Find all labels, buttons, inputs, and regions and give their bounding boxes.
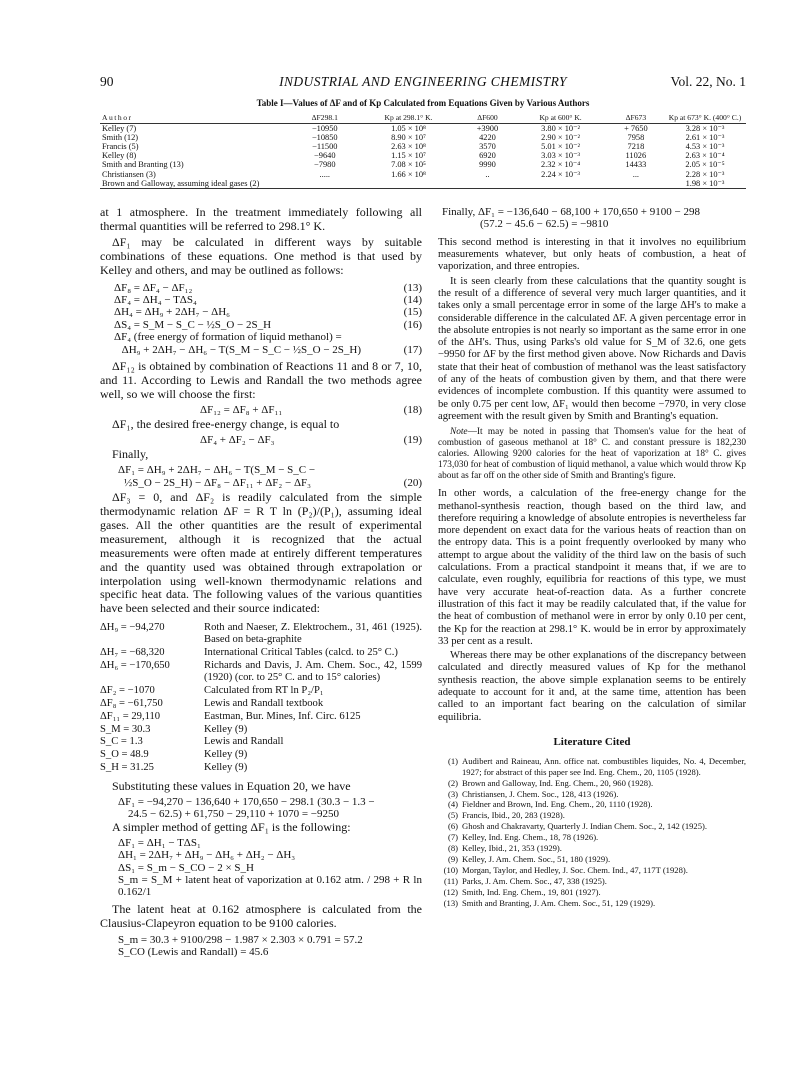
column-header: Kp at 298.1° K. (356, 112, 462, 124)
table-caption: Table I—Values of ΔF and of Kp Calculated from Equations Given by Various Authors (256, 98, 590, 108)
table-header-row (100, 112, 746, 124)
value-source: Roth and Naeser, Z. Elektrochem., 31, 461 (1925). Based on beta-graphite (204, 622, 422, 646)
table-row (100, 170, 746, 179)
table-row (100, 151, 746, 160)
page-number: 90 (100, 74, 114, 89)
reference-item (438, 865, 746, 876)
reference-number: (2) (447, 777, 458, 788)
equation-number: (17) (403, 343, 422, 356)
paragraph: Substituting these values in Equation 20, we have (112, 779, 351, 794)
table-cell (294, 179, 356, 189)
table-cell: .. (485, 169, 490, 179)
reference-item (438, 832, 746, 843)
table-cell: 3.03 × 10⁻³ (541, 151, 581, 161)
reference-text: Kelley, Ibid., 21, 353 (1929). (462, 843, 562, 854)
reference-number: (10) (443, 864, 458, 875)
table-cell: −10850 (311, 133, 338, 143)
reference-text: Smith and Branting, J. Am. Chem. Soc., 51, 129 (1929). (462, 897, 656, 908)
table-cell: 3.80 × 10⁻² (541, 124, 581, 134)
value-source: Kelley (9) (204, 762, 248, 774)
equation-text: ΔF₄ + ΔF₂ − ΔF₃ (200, 434, 275, 446)
equation-text: Finally, ΔF₁ = −136,640 − 68,100 + 170,650 + 9100 − 298 (442, 206, 700, 218)
reference-item (438, 876, 746, 887)
equation-text: ΔF₁ = −94,270 − 136,640 + 170,650 − 298.1 (30.3 − 1.3 − (118, 796, 375, 809)
data-table (100, 112, 746, 189)
reference-item (438, 843, 746, 854)
value-entry (100, 724, 422, 736)
value-entry (100, 698, 422, 710)
note (438, 427, 746, 482)
table-cell: 2.32 × 10⁻⁴ (540, 160, 581, 170)
value-entry (100, 685, 422, 697)
equation-number: (18) (403, 403, 422, 416)
value-source: Kelley (9) (204, 723, 248, 735)
table-cell: Francis (5) (102, 142, 139, 152)
equation (100, 404, 422, 416)
table-cell: 1.98 × 10⁻³ (664, 179, 746, 189)
table-cell: 7958 (627, 133, 645, 143)
equation-number: (13) (403, 281, 422, 294)
equation (114, 934, 422, 946)
value-symbol: ΔH₇ = −68,320 (100, 647, 165, 659)
paragraph: Finally, (112, 447, 149, 462)
table-cell: −10950 (311, 124, 338, 134)
table-cell: 3570 (479, 142, 496, 152)
equation-block (100, 282, 422, 356)
table-cell: 5.01 × 10⁻² (541, 142, 581, 152)
value-source: Calculated from RT ln P₂/P₁ (204, 684, 324, 696)
reference-item (438, 778, 746, 789)
table-cell: 3.28 × 10⁻³ (685, 124, 725, 134)
table-cell: 2.90 × 10⁻² (541, 133, 581, 143)
table-cell: Kelley (8) (102, 151, 137, 161)
equation (114, 306, 422, 318)
reference-number: (13) (443, 897, 458, 908)
equation (476, 218, 746, 230)
value-entry (100, 736, 422, 748)
equation-number: (19) (403, 434, 422, 446)
table-cell: 2.61 × 10⁻³ (685, 133, 725, 143)
value-source: Eastman, Bur. Mines, Inf. Circ. 6125 (204, 710, 361, 722)
value-entry (100, 711, 422, 723)
table-cell: −7980 (314, 160, 336, 170)
value-symbol: ΔF₈ = −61,750 (100, 697, 163, 709)
table-row (100, 124, 746, 134)
equation (114, 837, 422, 849)
table-cell: Kelley (7) (102, 124, 137, 134)
paragraph: ΔF₁ may be calculated in different ways by suitable combinations of these equations. One method is that used by Kelley and others, and may be outlined as follows: (100, 234, 422, 277)
value-symbol: S_M = 30.3 (100, 723, 151, 735)
reference-number: (1) (447, 755, 458, 766)
value-source: Richards and Davis, J. Am. Chem. Soc., 42, 1599 (1920) (cor. to 25° C. and to 15° calories) (204, 660, 422, 683)
volume-label: Vol. 22, No. 1 (670, 74, 746, 89)
equation (114, 344, 422, 356)
reference-text: Ghosh and Chakravarty, Quarterly J. Indian Chem. Soc., 2, 142 (1925). (462, 821, 708, 832)
reference-item (438, 898, 746, 909)
value-source: Lewis and Randall textbook (204, 697, 324, 709)
value-source: Lewis and Randall (204, 736, 284, 748)
value-symbol: S_C = 1.3 (100, 736, 143, 748)
left-column (100, 206, 422, 958)
equation-text: ΔF₈ = ΔF₄ − ΔF₁₂ (114, 281, 193, 294)
reference-item (438, 799, 746, 810)
equation-number: (14) (403, 293, 422, 306)
value-entry (100, 762, 422, 774)
table-cell: 14433 (625, 160, 647, 170)
value-symbol: ΔF₁₁ = 29,110 (100, 710, 161, 722)
equation-text: S_CO (Lewis and Randall) = 45.6 (118, 946, 269, 959)
reference-text: Christiansen, J. Chem. Soc., 128, 413 (1926). (462, 788, 619, 799)
table-cell: Smith (12) (102, 133, 139, 143)
running-header (100, 74, 746, 94)
equation-number: (20) (403, 476, 422, 489)
table-cell: 1.15 × 10⁷ (391, 151, 426, 161)
table-cell: 4220 (479, 133, 496, 143)
paragraph: This second method is interesting in that it involves no equilibrium measurements whatever, but only heats of combustion, a heat of vaporization, and three entropies. (438, 236, 746, 273)
reference-text: Francis, Ibid., 20, 283 (1928). (462, 810, 565, 821)
section-heading: Literature Cited (553, 735, 631, 748)
equation-number (418, 331, 422, 343)
equation-text: 24.5 − 62.5) + 61,750 − 29,110 + 1070 = −9250 (128, 808, 339, 821)
table-row (100, 142, 746, 151)
table-row (100, 160, 746, 169)
equation (114, 849, 422, 861)
table-cell: 1.66 × 10⁸ (391, 169, 426, 179)
reference-item (438, 887, 746, 898)
equation-text: ΔF₄ = ΔH₄ − TΔS₄ (114, 293, 197, 306)
value-entry (100, 622, 422, 646)
reference-number: (12) (443, 886, 458, 897)
table-body (100, 124, 746, 189)
table-cell: 7218 (627, 142, 645, 152)
equation-text: (57.2 − 45.6 − 62.5) = −9810 (480, 218, 609, 231)
reference-item (438, 810, 746, 821)
paragraph: A simpler method of getting ΔF₁ is the following: (112, 819, 351, 834)
note-text: —It may be noted in passing that Thomsen's value for the heat of combustion of gaseous methanol at 18° C. and constant pressure is 182,230 calories. Allowing 9200 calories for the heat of vaporization at 18° C. gives 173,030 for heat of combustion of liquid methanol, a value which would throw Kp about as far off on the other side of Smith and Branting's figure. (438, 427, 746, 482)
equation (114, 874, 422, 899)
reference-list (438, 756, 746, 909)
equation-text: ΔF₄ (free energy of formation of liquid methanol) = (114, 331, 342, 344)
table-cell (461, 179, 513, 189)
paragraph: at 1 atmosphere. In the treatment immediately following all thermal quantities will be referred to 298.1° K. (100, 205, 422, 233)
reference-text: Parks, J. Am. Chem. Soc., 47, 338 (1925). (462, 875, 607, 886)
table-cell: + 7650 (624, 124, 648, 134)
table-cell: 11026 (625, 151, 647, 161)
paragraph: In other words, a calculation of the free-energy change for the methanol-synthesis reaction, though based on the third law, and therefore requiring a knowledge of absolute entropies is nevertheless far more dependent on exact data for the various heats of reaction than on the entropy data. This is a point frequently overlooked by many who attempt to argue about the validity of the third law on the basis of such calculations. From a practical standpoint it means that, if we are to calculate, even roughly, equilibria for reactions of this type, we must have very accurate heat-of-reaction data. As a further concrete illustration of this fact it may be readily calculated that, if the value for the heat of combustion of methanol were in error by only 0.10 per cent, the Kp for the reaction at 298.1° K. would be in error by approximately 33 per cent as a result. (438, 488, 746, 647)
column-header: ΔF600 (461, 112, 513, 124)
value-source: International Critical Tables (calcd. to 25° C.) (204, 647, 398, 659)
reference-text: Kelley, J. Am. Chem. Soc., 51, 180 (1929). (462, 853, 611, 864)
table-cell: 6920 (479, 151, 496, 161)
value-entry (100, 647, 422, 659)
table-cell (356, 179, 462, 189)
equation-text: ΔF₁₂ = ΔF₈ + ΔF₁₁ (200, 403, 283, 416)
equation-text: ΔF₁ = ΔH₉ + 2ΔH₇ − ΔH₆ − T(S_M − S_C − (118, 464, 316, 477)
value-entry (100, 660, 422, 684)
reference-number: (3) (447, 788, 458, 799)
equation-text: ΔH₄ = ΔH₉ + 2ΔH₇ − ΔH₆ (114, 306, 231, 319)
table-cell (608, 179, 664, 189)
equation (124, 808, 422, 820)
paragraph: Whereas there may be other explanations of the discrepancy between calculated and directly measured values of Kp for the methanol synthesis reaction, the above simple explanation seems to be entirely adequate to account for it and, at the same time, attention has been called to an important fact bearing on the calculation of similar equilibria. (438, 650, 746, 723)
reference-text: Smith, Ind. Eng. Chem., 19, 801 (1927). (462, 886, 601, 897)
equation-text: ΔF₁ = ΔH₁ − TΔS₁ (118, 836, 201, 849)
paragraph: It is seen clearly from these calculations that the quantity sought is the result of a difference of several very much larger quantities, and it takes only a small percentage error in some of the large ΔH's to make a considerable difference in the calculated ΔF. A given percentage error in the absolute entropies is not nearly so important as the same error in one of the ΔH's. Thus, using Parks's old value for S_M of 32.6, one gets −9950 for ΔF by the first method given above. Now Richards and Davis state that their heat of combustion of methanol was the least satisfactory of any of the heats of combustion given by them, and that there were evidences of incomplete combustion. If this quantity were assumed to be only 0.75 per cent low, ΔF₁ would then become −7970, in very close agreement with the result given by Smith and Branting's equation. (438, 275, 746, 422)
table-cell: 4.53 × 10⁻³ (685, 142, 725, 152)
reference-item (438, 821, 746, 832)
table-cell: 2.63 × 10⁻⁴ (685, 151, 725, 161)
reference-text: Kelley, Ind. Eng. Chem., 18, 78 (1926). (462, 832, 599, 843)
equation-text: ½S_O − 2S_H) − ΔF₈ − ΔF₁₁ + ΔF₂ − ΔF₃ (124, 476, 311, 489)
equation (100, 434, 422, 446)
table-cell: Christiansen (3) (102, 169, 156, 179)
equation (114, 796, 422, 808)
equation (114, 464, 422, 476)
table-cell: 2.05 × 10⁻⁵ (685, 160, 725, 170)
reference-number: (7) (447, 832, 458, 843)
equation-number: (16) (403, 318, 422, 331)
reference-text: Audibert and Raineau, Ann. office nat. combustibles liquides, No. 4, December, 1927; for abstract of this paper see Ind. Eng. Chem., 20, 1105 (1928). (462, 755, 746, 777)
reference-text: Morgan, Taylor, and Hedley, J. Soc. Chem. Ind., 47, 117T (1928). (462, 864, 688, 875)
table-cell: +3900 (476, 124, 499, 134)
equation (114, 294, 422, 306)
equation (114, 946, 422, 958)
equation (124, 477, 422, 489)
value-symbol: S_H = 31.25 (100, 762, 154, 774)
table-cell: 8.90 × 10⁷ (391, 133, 426, 143)
journal-title: INDUSTRIAL AND ENGINEERING CHEMISTRY (279, 74, 567, 89)
table-cell: −11500 (312, 142, 338, 152)
equation (438, 206, 746, 218)
column-header: Kp at 673° K. (400° C.) (664, 112, 746, 124)
reference-number: (9) (447, 853, 458, 864)
reference-number: (4) (447, 799, 458, 810)
table-cell: 1.05 × 10⁸ (391, 124, 426, 134)
reference-number: (11) (444, 875, 458, 886)
table-cell: −9640 (314, 151, 336, 161)
reference-item (438, 854, 746, 865)
table-cell: 2.63 × 10⁸ (391, 142, 426, 152)
equation (114, 331, 422, 343)
table-cell: Smith and Branting (13) (102, 160, 184, 170)
right-column (438, 206, 746, 909)
equation-text: ΔS₁ = S_m − S_CO − 2 × S_H (118, 861, 254, 874)
value-symbol: S_O = 48.9 (100, 749, 149, 761)
table-cell: ..... (319, 169, 331, 179)
equation-text: S_m = S_M + latent heat of vaporization at 0.162 atm. / 298 + R ln 0.162/1 (118, 874, 422, 899)
paragraph: ΔF₃ = 0, and ΔF₂ is readily calculated from the simple thermodynamic relation ΔF = R T ln (P₂)/(P₁), assuming ideal gases. All the other quantities are the result of experimental measurement, although it is recognized that the actual measurements were often made at entirely different temperatures and the quantity used was obtained through extrapolation or interpolation using well-known thermodynamic relations and specific heat data. The following values of the various quantities have been selected and their source indicated: (100, 490, 422, 616)
value-symbol: ΔF₂ = −1070 (100, 684, 155, 696)
paragraph: ΔF₁, the desired free-energy change, is equal to (112, 417, 340, 432)
reference-text: Brown and Galloway, Ind. Eng. Chem., 20, 960 (1928). (462, 777, 654, 788)
table-cell: 2.28 × 10⁻³ (685, 169, 725, 179)
reference-number: (8) (447, 843, 458, 854)
paragraph: ΔF₁₂ is obtained by combination of Reactions 11 and 8 or 7, 10, and 11. According to Lewis and Randall the two methods agree well, so we will choose the first: (100, 358, 422, 401)
note-label: Note (450, 427, 468, 438)
value-symbol: ΔH₉ = −94,270 (100, 622, 165, 634)
table-cell: Brown and Galloway, assuming ideal gases (2) (100, 179, 294, 189)
reference-text: Fieldner and Brown, Ind. Eng. Chem., 20, 1110 (1928). (462, 799, 653, 810)
equation-text: ΔH₁ = 2ΔH₇ + ΔH₉ − ΔH₆ + ΔH₂ − ΔH₃ (118, 849, 296, 862)
table-row (100, 133, 746, 142)
value-symbol: ΔH₆ = −170,650 (100, 660, 170, 671)
equation-text: ΔH₉ + 2ΔH₇ − ΔH₆ − T(S_M − S_C − ½S_O − 2S_H) (114, 343, 361, 356)
value-entry (100, 749, 422, 761)
table-cell: 9990 (479, 160, 496, 170)
values-list (100, 622, 422, 774)
table-cell: 7.08 × 10⁵ (391, 160, 426, 170)
equation-text: S_m = 30.3 + 9100/298 − 1.987 × 2.303 × 0.791 = 57.2 (118, 933, 363, 946)
column-header: ΔF298.1 (294, 112, 356, 124)
reference-item (438, 789, 746, 800)
column-header: Kp at 600° K. (513, 112, 607, 124)
column-header: Author (100, 112, 294, 124)
equation-text: ΔS₄ = S_M − S_C − ½S_O − 2S_H (114, 318, 272, 331)
value-source: Kelley (9) (204, 749, 248, 761)
equation (114, 319, 422, 331)
table-cell: 2.24 × 10⁻³ (541, 169, 581, 179)
column-header: ΔF673 (608, 112, 664, 124)
table-cell: ... (632, 169, 640, 179)
paragraph: The latent heat at 0.162 atmosphere is calculated from the Clausius-Clapeyron equation to be 9100 calories. (100, 901, 422, 930)
table-row (100, 179, 746, 189)
equation (114, 282, 422, 294)
equation-number: (15) (403, 306, 422, 319)
reference-number: (5) (447, 810, 458, 821)
equation (114, 862, 422, 874)
table-cell (513, 179, 607, 189)
reference-number: (6) (447, 821, 458, 832)
reference-item (438, 756, 746, 778)
